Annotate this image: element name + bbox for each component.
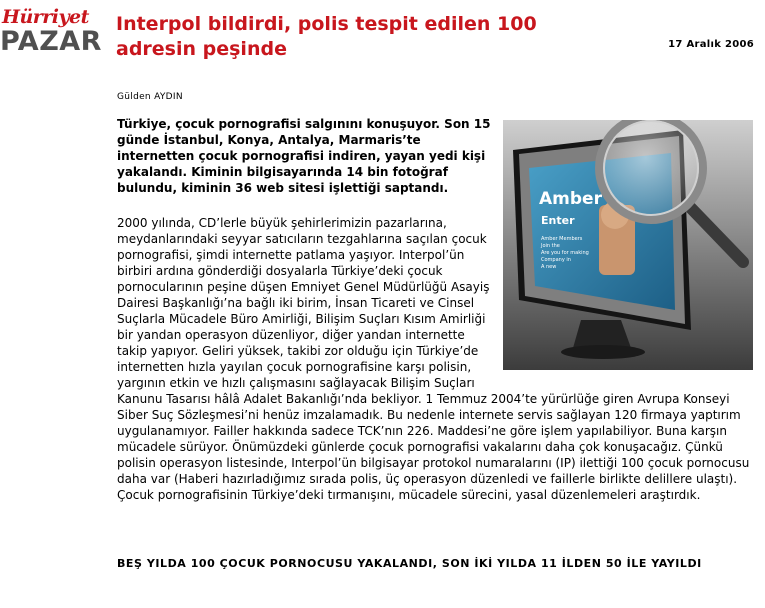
- hurriyet-pazar-logo[interactable]: [0, 6, 106, 58]
- article-body: 2000 yılında, CD’lerle büyük şehirlerimizin pazarlarına, meydanlarındaki seyyar satıcıların tezgahlarına saçılan çocuk pornografisi, şimdi internette patlama yaşıyor. Interpol’ün birbiri ardına gönderdiği dosyalarla Türkiye’deki çocuk pornocularının peşine düşen Emniyet Genel Müdürlüğü Asayiş Dairesi Başkanlığı’na bağlı iki birim, İnsan Ticareti ve Cinsel Suçlarla Mücadele Büro Amirliği, Bilişim Suçları Kısım Amirliği bir yandan operasyon düzenliyor, diğer yandan internette takip yapıyor. Geliri yüksek, takibi zor olduğu için Türkiye’de internetten hızla yayılan çocuk pornografisine karşı polisin, yargının etkin ve hızlı çalışmasını sağlayacak Bilişim Suçları Kanunu Tasarısı hâlâ Adalet Bakanlığı’nda bekliyor. 1 Temmuz 2004’te yürürlüğe giren Avrupa Konseyi Siber Suç Sözleşmesi’ni henüz imzalamadık. Bu nedenle internete servis sağlayan 120 firmaya yaptırım uygulanamıyor. Failler hakkında sadece TCK’nın 226. Maddesi’ne göre işlem yapılabiliyor. Buna karşın mücadele sürüyor. Önümüzdeki günlerde çocuk pornografisi vakalarını daha çok konuşacağız. Çünkü polisin operasyon listesinde, Interpol’ün bilgisayar protokol numaralarını (IP) ilettiği 100 çocuk pornocusu daha var (Haberi hazırladığımız sırada polis, üç operasyon düzenledi ve faillerle birlikte delillere ulaştı). Çocuk pornografisinin Türkiye’deki tırmanışını, mücadele sürecini, yasal düzenlemeleri araştırdık.: [117, 216, 750, 502]
- screen-amber-text: Amber: [539, 189, 602, 209]
- screen-line-4: Company in: [541, 257, 571, 263]
- logo-pazar-text: PAZAR: [0, 26, 102, 57]
- article-content: [117, 116, 753, 503]
- screen-line-5: A new: [541, 264, 557, 270]
- article-headline: Interpol bildirdi, polis tespit edilen 100 adresin peşinde: [116, 13, 537, 60]
- screen-line-2: Join the: [541, 243, 560, 249]
- article-lead: Türkiye, çocuk pornografisi salgınını konuşuyor. Son 15 günde İstanbul, Konya, Antalya, Marmaris’te internetten çocuk pornografisi indiren, yayan yedi kişi yakalandı. Kiminin bilgisayarında 14 bin fotoğraf bulundu, kiminin 36 web sitesi işlettiği saptandı.: [117, 117, 491, 195]
- article-date: 17 Aralık 2006: [668, 39, 754, 50]
- monitor-with-magnifier-illustration: [503, 120, 753, 370]
- screen-line-1: Amber Members: [541, 236, 583, 242]
- screen-line-3: Are you for making: [541, 250, 589, 256]
- screen-enter-text: Enter: [541, 214, 575, 227]
- article-subheading: BEŞ YILDA 100 ÇOCUK PORNOCUSU YAKALANDI, SON İKİ YILDA 11 İLDEN 50 İLE YAYILDI: [117, 557, 702, 570]
- logo-hurriyet-text: Hürriyet: [2, 6, 89, 28]
- article-author: Gülden AYDIN: [117, 92, 183, 102]
